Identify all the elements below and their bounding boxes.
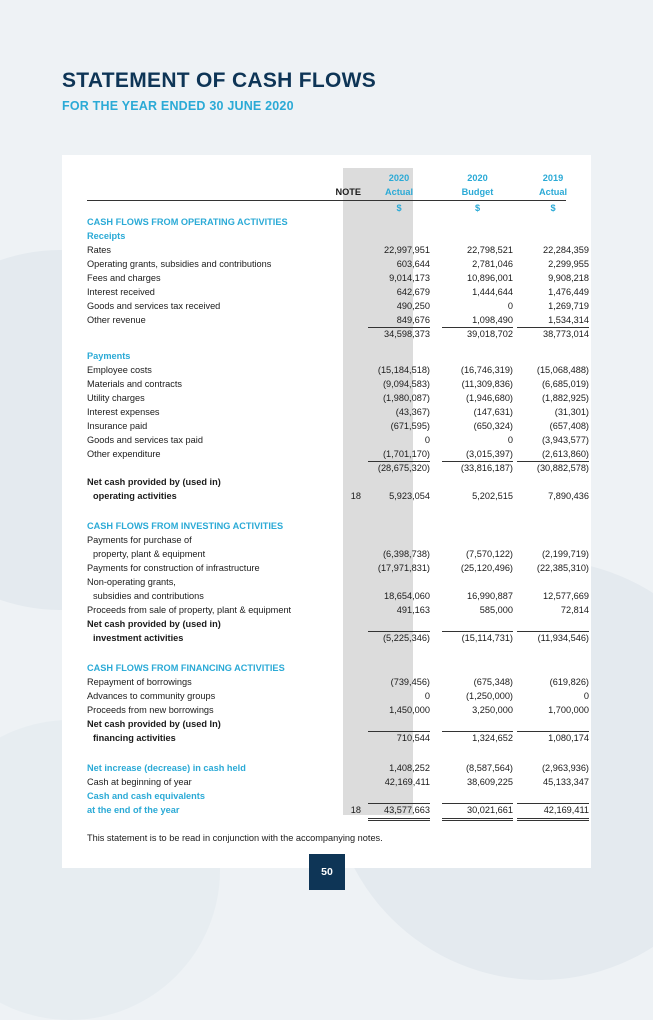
total-rule [517, 818, 589, 819]
row-label: Non-operating grants, [87, 577, 176, 587]
table-row [87, 803, 589, 817]
row-label: subsidies and contributions [93, 591, 204, 601]
table-row [87, 243, 589, 257]
value-2020-actual: 9,014,173 [389, 273, 430, 283]
table-row [87, 461, 589, 475]
value-2020-budget: (147,631) [473, 407, 513, 417]
row-label: investment activities [93, 633, 184, 643]
total-rule [368, 818, 430, 819]
row-label: Payments for purchase of [87, 535, 192, 545]
value-2020-actual: (5,225,346) [383, 633, 430, 643]
table-row [87, 675, 589, 689]
table-row [87, 313, 589, 327]
row-label: Interest received [87, 287, 155, 297]
row-label: property, plant & equipment [93, 549, 206, 559]
value-2020-budget: (7,570,122) [466, 549, 513, 559]
value-2019-actual: (15,068,488) [536, 365, 589, 375]
table-row [87, 731, 589, 745]
row-note: 18 [350, 491, 361, 501]
value-2019-actual: 1,476,449 [548, 287, 589, 297]
statement-card [62, 155, 591, 868]
total-rule [442, 731, 513, 732]
value-2019-actual: (22,385,310) [536, 563, 589, 573]
table-row [87, 433, 589, 447]
value-2020-actual: 18,654,060 [384, 591, 430, 601]
value-2020-actual: 34,598,373 [384, 329, 430, 339]
value-2020-actual: (28,675,320) [377, 463, 430, 473]
row-label: Receipts [87, 231, 126, 241]
table-row [87, 631, 589, 645]
table-row [87, 447, 589, 461]
row-label: Cash and cash equivalents [87, 791, 205, 801]
value-2020-budget: 1,098,490 [472, 315, 513, 325]
value-2019-actual: 1,269,719 [548, 301, 589, 311]
table-row [87, 603, 589, 617]
value-2020-actual: 1,408,252 [389, 763, 430, 773]
total-rule [517, 731, 589, 732]
table-row [87, 703, 589, 717]
value-2019-actual: 42,169,411 [543, 805, 589, 815]
value-2019-actual: 7,890,436 [548, 491, 589, 501]
value-2020-actual: 1,450,000 [389, 705, 430, 715]
value-2020-budget: (16,746,319) [460, 365, 513, 375]
total-rule [442, 818, 513, 819]
value-2020-actual: 491,163 [396, 605, 430, 615]
value-2019-actual: (2,963,936) [542, 763, 589, 773]
header-year-row [87, 171, 566, 185]
value-2019-actual: (1,882,925) [542, 393, 589, 403]
row-label: Employee costs [87, 365, 152, 375]
value-2020-budget: 585,000 [479, 605, 513, 615]
table-row [87, 689, 589, 703]
value-2019-actual: 38,773,014 [543, 329, 589, 339]
table-row [87, 271, 589, 285]
table-row [87, 533, 566, 547]
row-label: CASH FLOWS FROM FINANCING ACTIVITIES [87, 663, 285, 673]
row-label: Utility charges [87, 393, 145, 403]
value-2020-actual: 849,676 [396, 315, 430, 325]
table-row [87, 257, 589, 271]
value-2020-budget: 22,798,521 [467, 245, 513, 255]
table-row [87, 617, 566, 631]
row-label: Goods and services tax paid [87, 435, 203, 445]
row-label: Repayment of borrowings [87, 677, 192, 687]
total-rule [517, 461, 589, 462]
total-rule [517, 631, 589, 632]
value-2019-actual: (6,685,019) [542, 379, 589, 389]
table-row [87, 327, 589, 341]
value-2019-actual: (657,408) [549, 421, 589, 431]
table-row [87, 419, 589, 433]
value-2020-budget: (8,587,564) [466, 763, 513, 773]
value-2020-budget: 0 [507, 301, 513, 311]
table-row [87, 377, 589, 391]
table-row [87, 717, 566, 731]
value-2020-budget: 0 [507, 435, 513, 445]
value-2019-actual: (2,613,860) [542, 449, 589, 459]
value-2019-actual: 0 [583, 691, 589, 701]
value-2020-budget: (11,309,836) [461, 379, 513, 389]
col-c-type: Actual [538, 187, 568, 197]
value-2020-budget: 38,609,225 [467, 777, 513, 787]
table-row [87, 299, 589, 313]
header-currency-row [87, 201, 566, 215]
value-2020-actual: 43,577,663 [384, 805, 430, 815]
row-label: Operating grants, subsidies and contributions [87, 259, 272, 269]
row-label: Other revenue [87, 315, 146, 325]
value-2020-budget: (15,114,731) [461, 633, 513, 643]
total-rule [368, 731, 430, 732]
value-2020-actual: (739,456) [390, 677, 430, 687]
table-row [87, 547, 589, 561]
value-2019-actual: 12,577,669 [543, 591, 589, 601]
value-2020-actual: (1,980,087) [383, 393, 430, 403]
value-2019-actual: (11,934,546) [537, 633, 589, 643]
table-row [87, 475, 566, 489]
value-2020-actual: 642,679 [396, 287, 430, 297]
row-label: Materials and contracts [87, 379, 182, 389]
total-rule [368, 461, 430, 462]
table-row [87, 349, 566, 363]
header-type-row [87, 185, 566, 199]
total-rule [517, 327, 589, 328]
row-label: Other expenditure [87, 449, 161, 459]
value-2019-actual: (31,301) [554, 407, 589, 417]
value-2020-budget: (1,250,000) [466, 691, 513, 701]
value-2020-budget: 1,444,644 [472, 287, 513, 297]
table-row [87, 561, 589, 575]
value-2020-budget: (1,946,680) [466, 393, 513, 403]
row-label: CASH FLOWS FROM OPERATING ACTIVITIES [87, 217, 288, 227]
total-rule [368, 820, 430, 821]
value-2019-actual: (619,826) [549, 677, 589, 687]
table-row [87, 575, 566, 589]
row-label: Proceeds from new borrowings [87, 705, 214, 715]
value-2020-budget: (25,120,496) [460, 563, 513, 573]
value-2020-budget: 16,990,887 [467, 591, 513, 601]
row-label: Cash at beginning of year [87, 777, 192, 787]
row-label: Interest expenses [87, 407, 160, 417]
row-label: Payments for construction of infrastructure [87, 563, 260, 573]
value-2020-actual: (9,094,583) [383, 379, 430, 389]
row-label: Net cash provided by (used in) [87, 619, 221, 629]
total-rule [517, 803, 589, 804]
col-c-currency: $ [550, 203, 556, 213]
value-2020-actual: 5,923,054 [389, 491, 430, 501]
table-row [87, 363, 589, 377]
row-label: Advances to community groups [87, 691, 216, 701]
table-row [87, 761, 589, 775]
value-2020-budget: 39,018,702 [467, 329, 513, 339]
value-2020-actual: 603,644 [396, 259, 430, 269]
page-title: STATEMENT OF CASH FLOWS [62, 69, 377, 92]
value-2019-actual: 9,908,218 [548, 273, 589, 283]
value-2020-actual: (15,184,518) [377, 365, 430, 375]
value-2020-actual: (1,701,170) [383, 449, 430, 459]
value-2020-budget: 2,781,046 [472, 259, 513, 269]
row-note: 18 [350, 805, 361, 815]
col-a-year: 2020 [388, 173, 410, 183]
row-label: Fees and charges [87, 273, 161, 283]
col-b-year: 2020 [467, 173, 488, 183]
table-row [87, 661, 566, 675]
value-2019-actual: (3,943,577) [542, 435, 589, 445]
value-2020-actual: (43,367) [395, 407, 430, 417]
value-2020-budget: 30,021,661 [467, 805, 513, 815]
value-2020-budget: 1,324,652 [472, 733, 513, 743]
total-rule [368, 327, 430, 328]
col-b-type: Budget [461, 187, 494, 197]
row-label: financing activities [93, 733, 176, 743]
col-a-currency: $ [396, 203, 402, 213]
value-2019-actual: 1,080,174 [548, 733, 589, 743]
value-2020-budget: (33,816,187) [460, 463, 513, 473]
row-label: Net cash provided by (used in) [87, 477, 221, 487]
value-2020-actual: (6,398,738) [383, 549, 430, 559]
col-b-currency: $ [474, 203, 481, 213]
table-row [87, 789, 566, 803]
value-2020-budget: 3,250,000 [472, 705, 513, 715]
value-2019-actual: (2,199,719) [542, 549, 589, 559]
value-2019-actual: 72,814 [560, 605, 589, 615]
value-2020-budget: (650,324) [473, 421, 513, 431]
row-label: Net cash provided by (used In) [87, 719, 221, 729]
total-rule [442, 803, 513, 804]
total-rule [442, 631, 513, 632]
col-note-header: NOTE [335, 187, 361, 197]
total-rule [442, 461, 513, 462]
table-row [87, 489, 589, 503]
value-2020-actual: 42,169,411 [384, 777, 430, 787]
value-2020-actual: 0 [424, 435, 430, 445]
value-2020-budget: 5,202,515 [472, 491, 513, 501]
value-2020-actual: 490,250 [396, 301, 430, 311]
table-row [87, 215, 566, 229]
row-label: Goods and services tax received [87, 301, 221, 311]
row-label: Rates [87, 245, 112, 255]
row-label: Payments [87, 351, 131, 361]
value-2019-actual: 2,299,955 [548, 259, 589, 269]
col-c-year: 2019 [542, 173, 564, 183]
value-2019-actual: 45,133,347 [543, 777, 589, 787]
value-2019-actual: 22,284,359 [543, 245, 589, 255]
table-row [87, 391, 589, 405]
row-label: Insurance paid [87, 421, 148, 431]
value-2020-actual: 22,997,951 [384, 245, 430, 255]
page-subtitle: FOR THE YEAR ENDED 30 JUNE 2020 [62, 99, 294, 113]
value-2020-actual: (17,971,831) [377, 563, 430, 573]
col-a-type: Actual [384, 187, 414, 197]
value-2020-actual: 710,544 [396, 733, 430, 743]
value-2019-actual: 1,700,000 [548, 705, 589, 715]
value-2019-actual: 1,534,314 [548, 315, 589, 325]
table-row [87, 519, 566, 533]
table-row [87, 775, 589, 789]
row-label: Proceeds from sale of property, plant & equipment [87, 605, 292, 615]
value-2020-actual: (671,595) [390, 421, 430, 431]
table-row [87, 229, 566, 243]
value-2019-actual: (30,882,578) [536, 463, 589, 473]
row-label: Net increase (decrease) in cash held [87, 763, 246, 773]
value-2020-budget: 10,896,001 [467, 273, 513, 283]
total-rule [368, 803, 430, 804]
row-label: operating activities [93, 491, 177, 501]
total-rule [442, 820, 513, 821]
table-row [87, 405, 589, 419]
footnote: This statement is to be read in conjunction with the accompanying notes. [87, 833, 383, 843]
total-rule [517, 820, 589, 821]
total-rule [368, 631, 430, 632]
row-label: CASH FLOWS FROM INVESTING ACTIVITIES [87, 521, 284, 531]
total-rule [442, 327, 513, 328]
value-2020-actual: 0 [424, 691, 430, 701]
row-label: at the end of the year [87, 805, 180, 815]
value-2020-budget: (675,348) [473, 677, 513, 687]
table-row [87, 285, 589, 299]
table-row [87, 589, 589, 603]
page-number: 50 [309, 854, 345, 890]
value-2020-budget: (3,015,397) [466, 449, 513, 459]
